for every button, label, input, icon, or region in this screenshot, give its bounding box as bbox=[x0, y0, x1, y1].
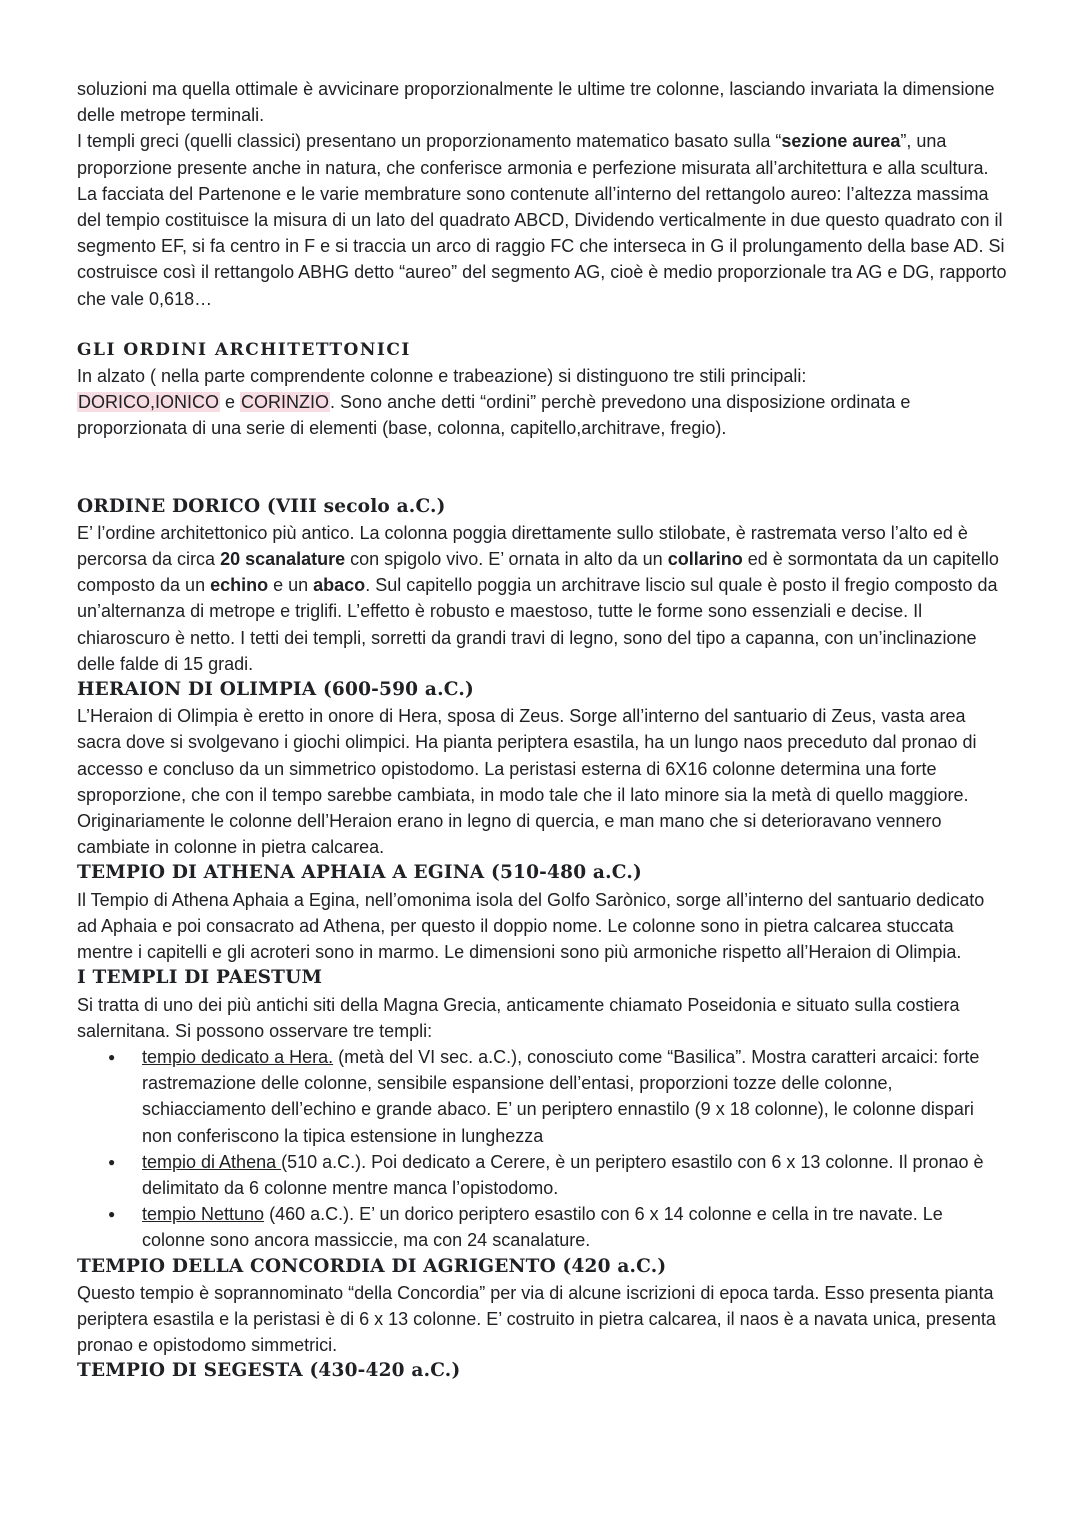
concordia-paragraph: Questo tempio è soprannominato “della Concordia” per via di alcune iscrizioni di epoca tarda. Esso presenta pianta periptera esastila e la peristasi è di 6 x 13 colonne. E’ costruito in pietra calcarea, il naos è a navata unica, presenta pronao e opistodomo simmetrici. bbox=[77, 1282, 996, 1356]
text-run: (510 a.C.). Poi dedicato a Cerere, è un periptero esastilo con 6 x 13 colonne. Il pronao è delimitato da 6 colonne mentre manca l’opistodomo. bbox=[142, 1151, 984, 1198]
text-run: In alzato ( nella parte comprendente colonne e trabeazione) si distinguono tre stili principali: bbox=[77, 366, 807, 387]
heading-templi-paestum: I TEMPLI DI PAESTUM bbox=[77, 967, 323, 989]
heading-ordine-dorico: ORDINE DORICO (VIII secolo a.C.) bbox=[77, 495, 446, 517]
intro-paragraph-1: soluzioni ma quella ottimale è avvicinare proporzionalmente le ultime tre colonne, lasciando invariata la dimensione delle metrope terminali. bbox=[77, 79, 995, 126]
heading-tempio-concordia: TEMPIO DELLA CONCORDIA DI AGRIGENTO (420 a.C.) bbox=[77, 1255, 667, 1277]
list-item bbox=[142, 1149, 1007, 1201]
document-page bbox=[77, 76, 1007, 1385]
heraion-paragraph: L’Heraion di Olimpia è eretto in onore di Hera, sposa di Zeus. Sorge all’interno del santuario di Zeus, vasta area sacra dove si svolgevano i giochi olimpici. Ha pianta periptera esastila, ha un lungo naos preceduto dal pronao di accesso e concluso da un simmetrico opistodomo. La peristasi esterna di 6X16 colonne determina una forte sproporzione, che con il tempo sarebbe cambiata, in modo tale che il lato minore sia la metà di quello maggiore. Originariamente le colonne dell’Heraion erano in legno di quercia, e man mano che si deterioravano vennero cambiate in colonne in pietra calcarea. bbox=[77, 706, 977, 858]
text-run: ed è sormontata da un capitello composto da un bbox=[77, 549, 999, 596]
highlight-corinzio: CORINZIO bbox=[241, 392, 330, 413]
text-run: (460 a.C.). E’ un dorico periptero esastilo con 6 x 14 colonne e cella in tre navate. Le colonne sono ancora massiccie, ma con 24 scanalature. bbox=[142, 1204, 943, 1251]
highlight-dorico-ionico: DORICO,IONICO bbox=[78, 392, 220, 413]
temple-link-nettuno[interactable]: tempio Nettuno bbox=[142, 1204, 265, 1225]
temple-link-athena[interactable]: tempio di Athena bbox=[142, 1151, 282, 1172]
text-run: (metà del VI sec. a.C.), conosciuto come “Basilica”. Mostra caratteri arcaici: forte rastremazione delle colonne, sensibile espansione dell’entasi, proporzioni tozze delle colonne, schiacciamento dell’echino e grande abaco. E’ un periptero ennastilo (9 x 18 colonne), le colonne dispari non conferiscono la tipica estensione in lunghezza bbox=[142, 1046, 980, 1146]
dorico-paragraph bbox=[77, 520, 1007, 677]
spacer bbox=[77, 442, 1007, 494]
intro-paragraph-2 bbox=[77, 128, 1007, 311]
list-item bbox=[142, 1044, 1007, 1149]
bold-term: 20 scanalature bbox=[220, 549, 346, 570]
paestum-temple-list bbox=[77, 1044, 1007, 1254]
bold-term: collarino bbox=[667, 549, 743, 570]
text-run: con spigolo vivo. E’ ornata in alto da un bbox=[345, 549, 668, 570]
ordini-paragraph bbox=[77, 363, 1007, 442]
aphaia-paragraph: Il Tempio di Athena Aphaia a Egina, nell’omonima isola del Golfo Sarònico, sorge all’interno del santuario dedicato ad Aphaia e poi consacrato ad Athena, per questo il doppio nome. Le colonne sono in pietra calcarea stuccata mentre i capitelli e gli acroteri sono in marmo. Le dimensioni sono più armoniche rispetto all’Heraion di Olimpia. bbox=[77, 889, 985, 963]
text-run: I templi greci (quelli classici) presentano un proporzionamento matematico basato sulla “ bbox=[77, 131, 782, 152]
text-run: ”, una proporzione presente anche in natura, che conferisce armonia e perfezione misurata all’architettura e alla scultura. La facciata del Partenone e le varie membrature sono contenute all’interno del rettangolo aureo: l’altezza massima del tempio costituisce la misura di un lato del quadrato ABCD, Dividendo verticalmente in due questo quadrato con il segmento EF, si fa centro in F e si traccia un arco di raggio FC che interseca in G il prolungamento della base AD. Si costruisce così il rettangolo ABHG detto “aureo” del segmento AG, cioè è medio proporzionale tra AG e DG, rapporto che vale 0,618… bbox=[77, 131, 1007, 309]
heading-tempio-aphaia: TEMPIO DI ATHENA APHAIA A EGINA (510-480 a.C.) bbox=[77, 862, 642, 884]
list-item bbox=[142, 1201, 1007, 1253]
temple-link-hera[interactable]: tempio dedicato a Hera. bbox=[142, 1046, 334, 1067]
bold-term: echino bbox=[210, 575, 269, 596]
bold-term: abaco bbox=[313, 575, 366, 596]
text-run: E’ l’ordine architettonico più antico. La colonna poggia direttamente sullo stilobate, è rastremata verso l’alto ed è percorsa da circa bbox=[77, 522, 968, 570]
text-run: . Sul capitello poggia un architrave liscio sul quale è posto il fregio composto da un’alternanza di metrope e triglifi. L’effetto è robusto e maestoso, tutte le forme sono essenziali e decise. Il chiaroscuro è netto. I tetti dei templi, sorretti da grandi travi di legno, sono del tipo a capanna, con un’inclinazione delle falde di 15 gradi. bbox=[77, 575, 998, 674]
heading-tempio-segesta: TEMPIO DI SEGESTA (430-420 a.C.) bbox=[77, 1360, 461, 1382]
text-run: e bbox=[220, 392, 241, 413]
heading-heraion-olimpia: HERAION DI OLIMPIA (600-590 a.C.) bbox=[77, 679, 474, 701]
text-run: e un bbox=[268, 575, 314, 596]
text-run: . Sono anche detti “ordini” perchè prevedono una disposizione ordinata e proporzionata di una serie di elementi (base, colonna, capitello,architrave, fregio). bbox=[77, 392, 911, 439]
paestum-paragraph: Si tratta di uno dei più antichi siti della Magna Grecia, anticamente chiamato Poseidonia e situato sulla costiera salernitana. Si possono osservare tre templi: bbox=[77, 994, 960, 1041]
heading-ordini-architettonici: GLI ORDINI ARCHITETTONICI bbox=[77, 339, 411, 360]
spacer bbox=[77, 312, 1007, 337]
bold-term-sezione-aurea: sezione aurea bbox=[781, 131, 901, 152]
